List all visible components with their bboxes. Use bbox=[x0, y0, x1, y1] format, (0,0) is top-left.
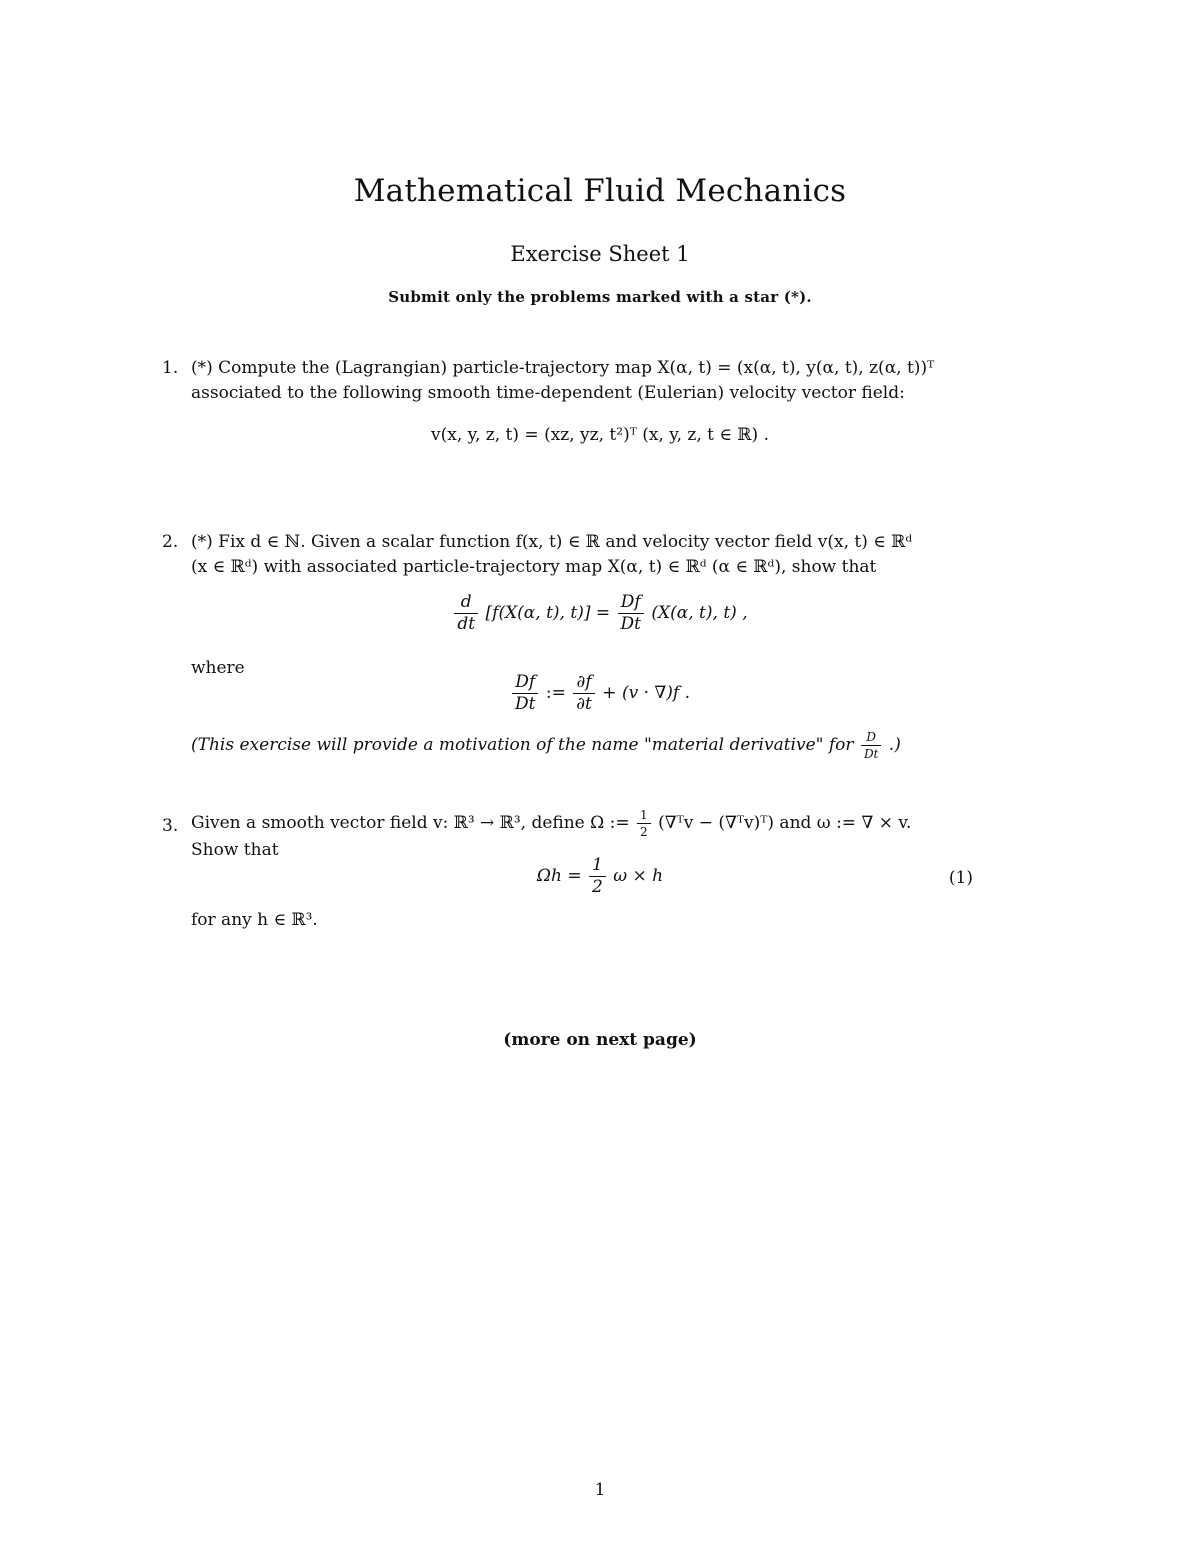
d-dt-fraction: $\frac{d}{dt}$ bbox=[454, 594, 478, 633]
problem-2-line-2: (x ∈ ℝᵈ) with associated particle-trajectory map X(α, t) ∈ ℝᵈ (α ∈ ℝᵈ), show that bbox=[191, 557, 877, 577]
problem-3-line-3: for any h ∈ ℝ³. bbox=[191, 910, 318, 930]
one-half-fraction-inline: $\frac{1}{2}$ bbox=[637, 809, 651, 838]
material-derivative-fraction: $\frac{Df}{Dt}$ bbox=[512, 674, 538, 713]
problem-3-display-equation bbox=[0, 857, 1200, 896]
problem-2-display-1-tail: (X(α, t), t) , bbox=[651, 603, 748, 623]
problem-1-line-2: associated to the following smooth time-dependent (Eulerian) velocity vector field: bbox=[191, 383, 905, 403]
submission-instructions: Submit only the problems marked with a star (*). bbox=[388, 288, 812, 306]
problem-2-note bbox=[191, 731, 901, 760]
page-number: 1 bbox=[594, 1480, 606, 1500]
problem-2-where: where bbox=[191, 658, 245, 678]
partial-derivative-fraction: $\frac{\partial f}{\partial t}$ bbox=[573, 674, 595, 713]
problem-3-line-1-prefix: Given a smooth vector field v: ℝ³ → ℝ³, define Ω := bbox=[191, 813, 630, 833]
note-fraction: $\frac{D}{Dt}$ bbox=[861, 731, 881, 760]
df-dt-fraction: $\frac{Df}{Dt}$ bbox=[618, 594, 644, 633]
equation-number: (1) bbox=[948, 868, 973, 888]
problem-2-display-equation-1 bbox=[0, 594, 1200, 633]
document-title: Mathematical Fluid Mechanics bbox=[353, 173, 847, 209]
one-half-fraction: $\frac{1}{2}$ bbox=[589, 857, 606, 896]
problem-3-display-left: Ωh = bbox=[536, 866, 582, 886]
problem-1-number: 1. bbox=[162, 358, 179, 378]
problem-3-line-1 bbox=[191, 809, 911, 838]
problem-2-display-equation-2 bbox=[0, 674, 1200, 713]
problem-2-line-1: (*) Fix d ∈ ℕ. Given a scalar function f(x, t) ∈ ℝ and velocity vector field v(x, t) ∈ ℝᵈ bbox=[191, 532, 913, 552]
problem-3-number: 3. bbox=[162, 816, 179, 836]
problem-2-note-prefix: (This exercise will provide a motivation of the name "material derivative" for bbox=[191, 735, 854, 755]
more-on-next-page: (more on next page) bbox=[503, 1030, 697, 1050]
problem-2-display-2-tail: + (v · ∇)f . bbox=[602, 683, 690, 703]
problem-3-line-1-tail: (∇ᵀv − (∇ᵀv)ᵀ) and ω := ∇ × v. bbox=[658, 813, 912, 833]
problem-2-number: 2. bbox=[162, 532, 179, 552]
definition-symbol: := bbox=[545, 683, 566, 703]
problem-1-line-1: (*) Compute the (Lagrangian) particle-trajectory map X(α, t) = (x(α, t), y(α, t), z(α, t))ᵀ bbox=[191, 358, 935, 378]
problem-2-note-suffix: .) bbox=[888, 735, 901, 755]
problem-1-display-equation: v(x, y, z, t) = (xz, yz, t²)ᵀ (x, y, z, t ∈ ℝ) . bbox=[431, 425, 769, 445]
document-subtitle: Exercise Sheet 1 bbox=[510, 242, 690, 266]
problem-3-display-right: ω × h bbox=[613, 866, 664, 886]
problem-3-line-2: Show that bbox=[191, 840, 279, 860]
problem-2-display-1-middle: [f(X(α, t), t)] = bbox=[485, 603, 611, 623]
